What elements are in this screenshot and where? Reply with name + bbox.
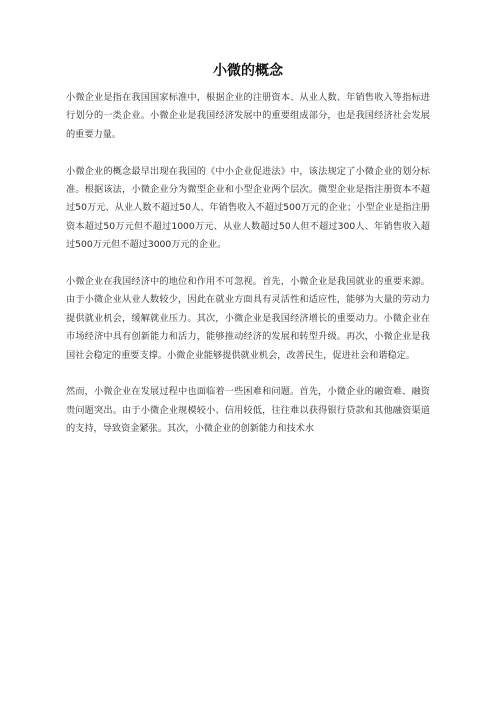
document-title: 小微的概念 [213, 63, 283, 79]
paragraph-1: 小微企业是指在我国国家标准中，根据企业的注册资本、从业人数、年销售收入等指标进行划分的一类企业。小微企业是我国经济发展中的重要组成部分，也是我国经济社会发展的重要力量。 [66, 92, 430, 140]
paragraph-3: 小微企业在我国经济中的地位和作用不可忽视。首先，小微企业是我国就业的重要来源。由于小微企业从业人数较少，因此在就业方面具有灵活性和适应性，能够为大量的劳动力提供就业机会，缓解就业压力。其次，小微企业是我国经济增长的重要动力。小微企业在市场经济中具有创新能力和活力，能够推动经济的发展和转型升级。再次，小微企业是我国社会稳定的重要支撑。小微企业能够提供就业机会，改善民生，促进社会和谐稳定。 [66, 276, 430, 361]
paragraph-2: 小微企业的概念最早出现在我国的《中小企业促进法》中，该法规定了小微企业的划分标准。根据该法，小微企业分为微型企业和小型企业两个层次。微型企业是指注册资本不超过50万元、从业人数不超过50人、年销售收入不超过500万元的企业；小型企业是指注册资本超过50万元但不超过1000万元、从业人数超过50人但不超过300人、年销售收入超过500万元但不超过3000万元的企业。 [66, 165, 430, 251]
paragraph-4: 然而，小微企业在发展过程中也面临着一些困难和问题。首先，小微企业的融资难、融资贵问题突出。由于小微企业规模较小、信用较低，往往难以获得银行贷款和其他融资渠道的支持，导致资金紧张。其次，小微企业的创新能力和技术水 [66, 386, 430, 435]
